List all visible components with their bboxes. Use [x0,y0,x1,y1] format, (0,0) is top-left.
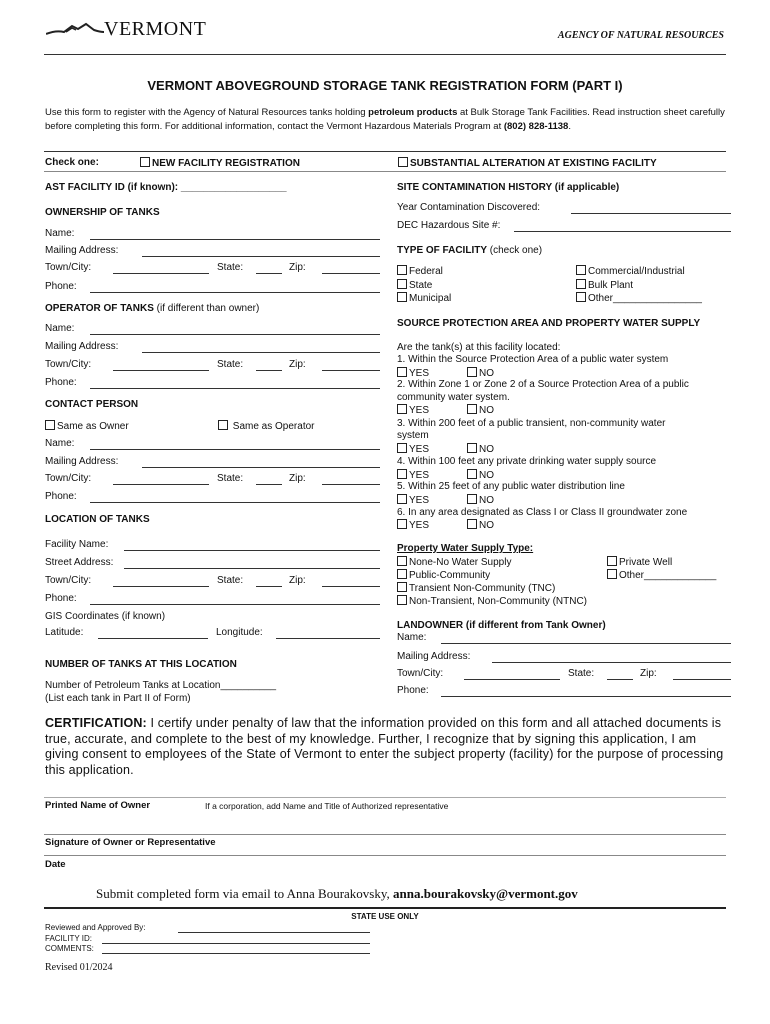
bulk-plant-checkbox[interactable] [576,279,633,291]
checkbox-icon [397,556,407,566]
signature-label: Signature of Owner or Representative [45,837,216,848]
bulk-plant-label: Bulk Plant [588,280,634,291]
signature-line[interactable] [44,834,726,835]
operator-mailing-label: Mailing Address: [45,341,119,352]
yes-label: YES [409,444,430,455]
street-address-field[interactable] [124,568,380,569]
dec-site-label: DEC Hazardous Site #: [397,220,501,231]
question-6: 6. In any area designated as Class I or Class II groundwater zone [397,507,688,518]
location-phone-label: Phone: [45,593,77,604]
landowner-heading: LANDOWNER (if different from Tank Owner) [397,620,606,631]
check-underline [44,171,726,172]
facility-type-heading-text: TYPE OF FACILITY [397,245,488,256]
submit-email-link[interactable]: anna.bourakovsky@vermont.gov [393,886,578,901]
contact-town-label: Town/City: [45,473,92,484]
latitude-label: Latitude: [45,627,84,638]
contact-zip-field[interactable] [322,484,380,485]
landowner-phone-field[interactable] [441,696,731,697]
q5-yes-checkbox[interactable] [397,494,429,506]
facility-id-label: FACILITY ID: [45,934,92,943]
municipal-checkbox[interactable] [397,292,451,304]
checkbox-icon [576,292,586,302]
facility-id-field[interactable] [102,943,370,944]
latitude-field[interactable] [98,638,208,639]
checkbox-icon [576,265,586,275]
contact-name-field[interactable] [90,449,380,450]
certification-text [45,716,727,778]
owner-phone-field[interactable] [90,292,380,293]
operator-note: (if different than owner) [153,303,260,314]
checkbox-icon [607,569,617,579]
contact-zip-label: Zip: [289,473,306,484]
check-one-label: Check one: [45,157,99,168]
owner-state-field[interactable] [256,273,282,274]
mountain-logo-icon [46,20,104,40]
checkbox-icon [467,404,477,414]
landowner-town-field[interactable] [464,679,560,680]
checkbox-icon [140,157,150,167]
checkbox-icon [467,469,477,479]
commercial-label: Commercial/Industrial [588,266,685,277]
no-label: NO [479,368,494,379]
submit-instructions [96,886,578,902]
intro-end: . [568,120,571,132]
intro-phone: (802) 828-1138 [503,120,569,132]
other-facility-checkbox[interactable] [576,292,702,304]
longitude-field[interactable] [276,638,380,639]
gis-label: GIS Coordinates (if known) [45,611,166,622]
intro-text [45,106,727,133]
question-2b: community water system. [397,392,510,403]
checkbox-icon [397,265,407,275]
tnc-checkbox[interactable] [397,582,555,594]
landowner-mailing-label: Mailing Address: [397,651,471,662]
question-5: 5. Within 25 feet of any public water distribution line [397,481,625,492]
landowner-state-label: State: [568,668,595,679]
q1-yes-checkbox[interactable] [397,367,429,379]
checkbox-icon [397,519,407,529]
yes-label: YES [409,405,430,416]
operator-name-label: Name: [45,323,75,334]
are-tanks-text: Are the tank(s) at this facility located: [397,342,561,353]
contact-state-field[interactable] [256,484,282,485]
operator-name-field[interactable] [90,334,380,335]
private-well-label: Private Well [619,557,673,568]
ownership-heading: OWNERSHIP OF TANKS [45,207,160,218]
no-label: NO [479,470,494,481]
checkbox-icon [45,420,55,430]
checkbox-icon [397,292,407,302]
no-label: NO [479,495,494,506]
tnc-label: Transient Non-Community (TNC) [409,583,556,594]
checkbox-icon [397,367,407,377]
owner-zip-field[interactable] [322,273,380,274]
q2-yes-checkbox[interactable] [397,404,429,416]
operator-heading-text: OPERATOR OF TANKS [45,303,154,314]
revised-date: Revised 01/2024 [45,962,113,973]
other-supply-checkbox[interactable] [607,569,716,581]
landowner-phone-label: Phone: [397,685,429,696]
reviewed-field[interactable] [178,932,370,933]
yes-label: YES [409,470,430,481]
date-line[interactable] [44,855,726,856]
check-rule [44,151,726,152]
contact-heading: CONTACT PERSON [45,399,139,410]
checkbox-icon [397,595,407,605]
none-checkbox[interactable] [397,556,511,568]
public-community-label: Public-Community [409,570,491,581]
same-as-owner-checkbox[interactable] [45,420,129,432]
same-as-owner-label: Same as Owner [57,421,129,432]
landowner-state-field[interactable] [607,679,633,680]
no-label: NO [479,405,494,416]
owner-town-field[interactable] [113,273,209,274]
location-zip-label: Zip: [289,575,306,586]
checkbox-icon [397,582,407,592]
owner-name-label: Name: [45,228,75,239]
contact-mailing-field[interactable] [142,467,380,468]
question-3b: system [397,430,429,441]
year-contamination-field[interactable] [571,213,731,214]
contamination-heading: SITE CONTAMINATION HISTORY (if applicable) [397,182,620,193]
certification-body: I certify under penalty of law that the information provided on this form and all attached documents is true, accurate, and complete to the best of my knowledge. Further, I recognize that by signing this application, I am giving consent to employees of the State of Vermont to enter the subject property (facility) for the purpose of processing this application. [45,716,724,777]
landowner-mailing-field[interactable] [492,662,731,663]
source-protection-heading: SOURCE PROTECTION AREA AND PROPERTY WATER SUPPLY [397,318,701,329]
facility-name-label: Facility Name: [45,539,109,550]
checkbox-icon [397,279,407,289]
longitude-label: Longitude: [216,627,263,638]
federal-checkbox[interactable] [397,265,443,277]
q6-no-checkbox[interactable] [467,519,494,531]
corporation-note: If a corporation, add Name and Title of Authorized representative [205,801,449,811]
contact-phone-field[interactable] [90,502,380,503]
q6-yes-checkbox[interactable] [397,519,429,531]
owner-state-label: State: [217,262,244,273]
facility-type-note: (check one) [487,245,543,256]
alteration-checkbox[interactable] [398,157,657,169]
ntnc-label: Non-Transient, Non-Community (NTNC) [409,596,587,607]
facility-name-field[interactable] [124,550,380,551]
q1-no-checkbox[interactable] [467,367,494,379]
state-checkbox[interactable] [397,279,432,291]
checkbox-icon [397,569,407,579]
owner-phone-label: Phone: [45,281,77,292]
owner-town-label: Town/City: [45,262,92,273]
landowner-name-field[interactable] [441,643,731,644]
checkbox-icon [218,420,228,430]
checkbox-icon [607,556,617,566]
yes-label: YES [409,495,430,506]
operator-zip-label: Zip: [289,359,306,370]
location-state-field[interactable] [256,586,282,587]
q3-no-checkbox[interactable] [467,443,494,455]
other-supply-label: Other_____________ [619,570,717,581]
owner-zip-label: Zip: [289,262,306,273]
municipal-label: Municipal [409,293,452,304]
same-as-operator-checkbox[interactable] [218,420,315,432]
checkbox-icon [397,404,407,414]
page-title: VERMONT ABOVEGROUND STORAGE TANK REGISTRATION FORM (PART I) [147,78,623,93]
landowner-name-label: Name: [397,632,427,643]
question-4: 4. Within 100 feet any private drinking water supply source [397,456,657,467]
water-supply-heading: Property Water Supply Type: [397,543,534,554]
operator-phone-field[interactable] [90,388,380,389]
submit-text: Submit completed form via email to Anna Bourakovsky, [96,886,394,901]
contact-name-label: Name: [45,438,75,449]
checkbox-icon [397,443,407,453]
q4-no-checkbox[interactable] [467,469,494,481]
street-address-label: Street Address: [45,557,114,568]
yes-label: YES [409,520,430,531]
reviewed-label: Reviewed and Approved By: [45,923,146,932]
number-tanks-note: (List each tank in Part II of Form) [45,693,191,704]
vermont-logo [46,20,216,42]
operator-town-field[interactable] [113,370,209,371]
certification-label: CERTIFICATION: [45,716,147,730]
operator-phone-label: Phone: [45,377,77,388]
ast-facility-id[interactable]: AST FACILITY ID (if known): ___________________ [45,182,287,193]
dec-site-field[interactable] [514,231,731,232]
operator-state-label: State: [217,359,244,370]
no-label: NO [479,444,494,455]
number-tanks-field[interactable]: Number of Petroleum Tanks at Location__________ [45,680,277,691]
intro-bold: petroleum products [368,107,458,118]
operator-town-label: Town/City: [45,359,92,370]
checkbox-icon [397,469,407,479]
q4-yes-checkbox[interactable] [397,469,429,481]
agency-name: AGENCY OF NATURAL RESOURCES [557,30,724,41]
owner-mailing-label: Mailing Address: [45,245,119,256]
none-label: None-No Water Supply [409,557,512,568]
new-facility-label: NEW FACILITY REGISTRATION [152,158,300,169]
operator-heading [45,303,259,314]
ntnc-checkbox[interactable] [397,595,587,607]
checkbox-icon [398,157,408,167]
contact-mailing-label: Mailing Address: [45,456,119,467]
public-community-checkbox[interactable] [397,569,490,581]
year-contamination-label: Year Contamination Discovered: [397,202,541,213]
checkbox-icon [467,519,477,529]
private-well-checkbox[interactable] [607,556,672,568]
logo-text: VERMONT [104,18,207,40]
contact-town-field[interactable] [113,484,209,485]
checkbox-icon [467,367,477,377]
other-facility-label: Other________________ [588,293,702,304]
state-use-heading: STATE USE ONLY [351,912,419,921]
q3-yes-checkbox[interactable] [397,443,429,455]
yes-label: YES [409,368,430,379]
location-heading: LOCATION OF TANKS [45,514,150,525]
header-rule [44,54,726,55]
owner-name-field[interactable] [90,239,380,240]
location-state-label: State: [217,575,244,586]
checkbox-icon [467,494,477,504]
owner-mailing-field[interactable] [142,256,380,257]
question-2a: 2. Within Zone 1 or Zone 2 of a Source Protection Area of a public [397,379,689,390]
location-zip-field[interactable] [322,586,380,587]
operator-state-field[interactable] [256,370,282,371]
state-label: State [409,280,433,291]
intro-part1: Use this form to register with the Agency of Natural Resources tanks holding [45,107,369,118]
location-town-field[interactable] [113,586,209,587]
contact-phone-label: Phone: [45,491,77,502]
number-tanks-heading: NUMBER OF TANKS AT THIS LOCATION [45,659,237,670]
facility-type-heading [397,245,542,256]
landowner-town-label: Town/City: [397,668,444,679]
federal-label: Federal [409,266,443,277]
comments-label: COMMENTS: [45,944,94,953]
landowner-zip-label: Zip: [640,668,657,679]
printed-name-line[interactable] [44,797,726,798]
q5-no-checkbox[interactable] [467,494,494,506]
commercial-checkbox[interactable] [576,265,685,277]
same-as-operator-label: Same as Operator [232,421,315,432]
landowner-zip-field[interactable] [673,679,731,680]
question-3a: 3. Within 200 feet of a public transient, non-community water [397,418,666,429]
intro-part2: at Bulk Storage Tank Facilities. Read instruction sheet carefully before completing this form. For additional information, contact the Vermont Hazardous Materials Program at [45,107,725,132]
question-1: 1. Within the Source Protection Area of a public water system [397,354,669,365]
operator-mailing-field[interactable] [142,352,380,353]
q2-no-checkbox[interactable] [467,404,494,416]
no-label: NO [479,520,494,531]
location-town-label: Town/City: [45,575,92,586]
alteration-label: SUBSTANTIAL ALTERATION AT EXISTING FACILITY [410,158,657,169]
contact-state-label: State: [217,473,244,484]
comments-field[interactable] [102,953,370,954]
new-facility-checkbox[interactable] [140,157,300,169]
date-label: Date [45,859,66,870]
location-phone-field[interactable] [90,604,380,605]
checkbox-icon [467,443,477,453]
checkbox-icon [576,279,586,289]
checkbox-icon [397,494,407,504]
operator-zip-field[interactable] [322,370,380,371]
state-use-rule [44,907,726,909]
printed-name-label: Printed Name of Owner [45,800,151,811]
